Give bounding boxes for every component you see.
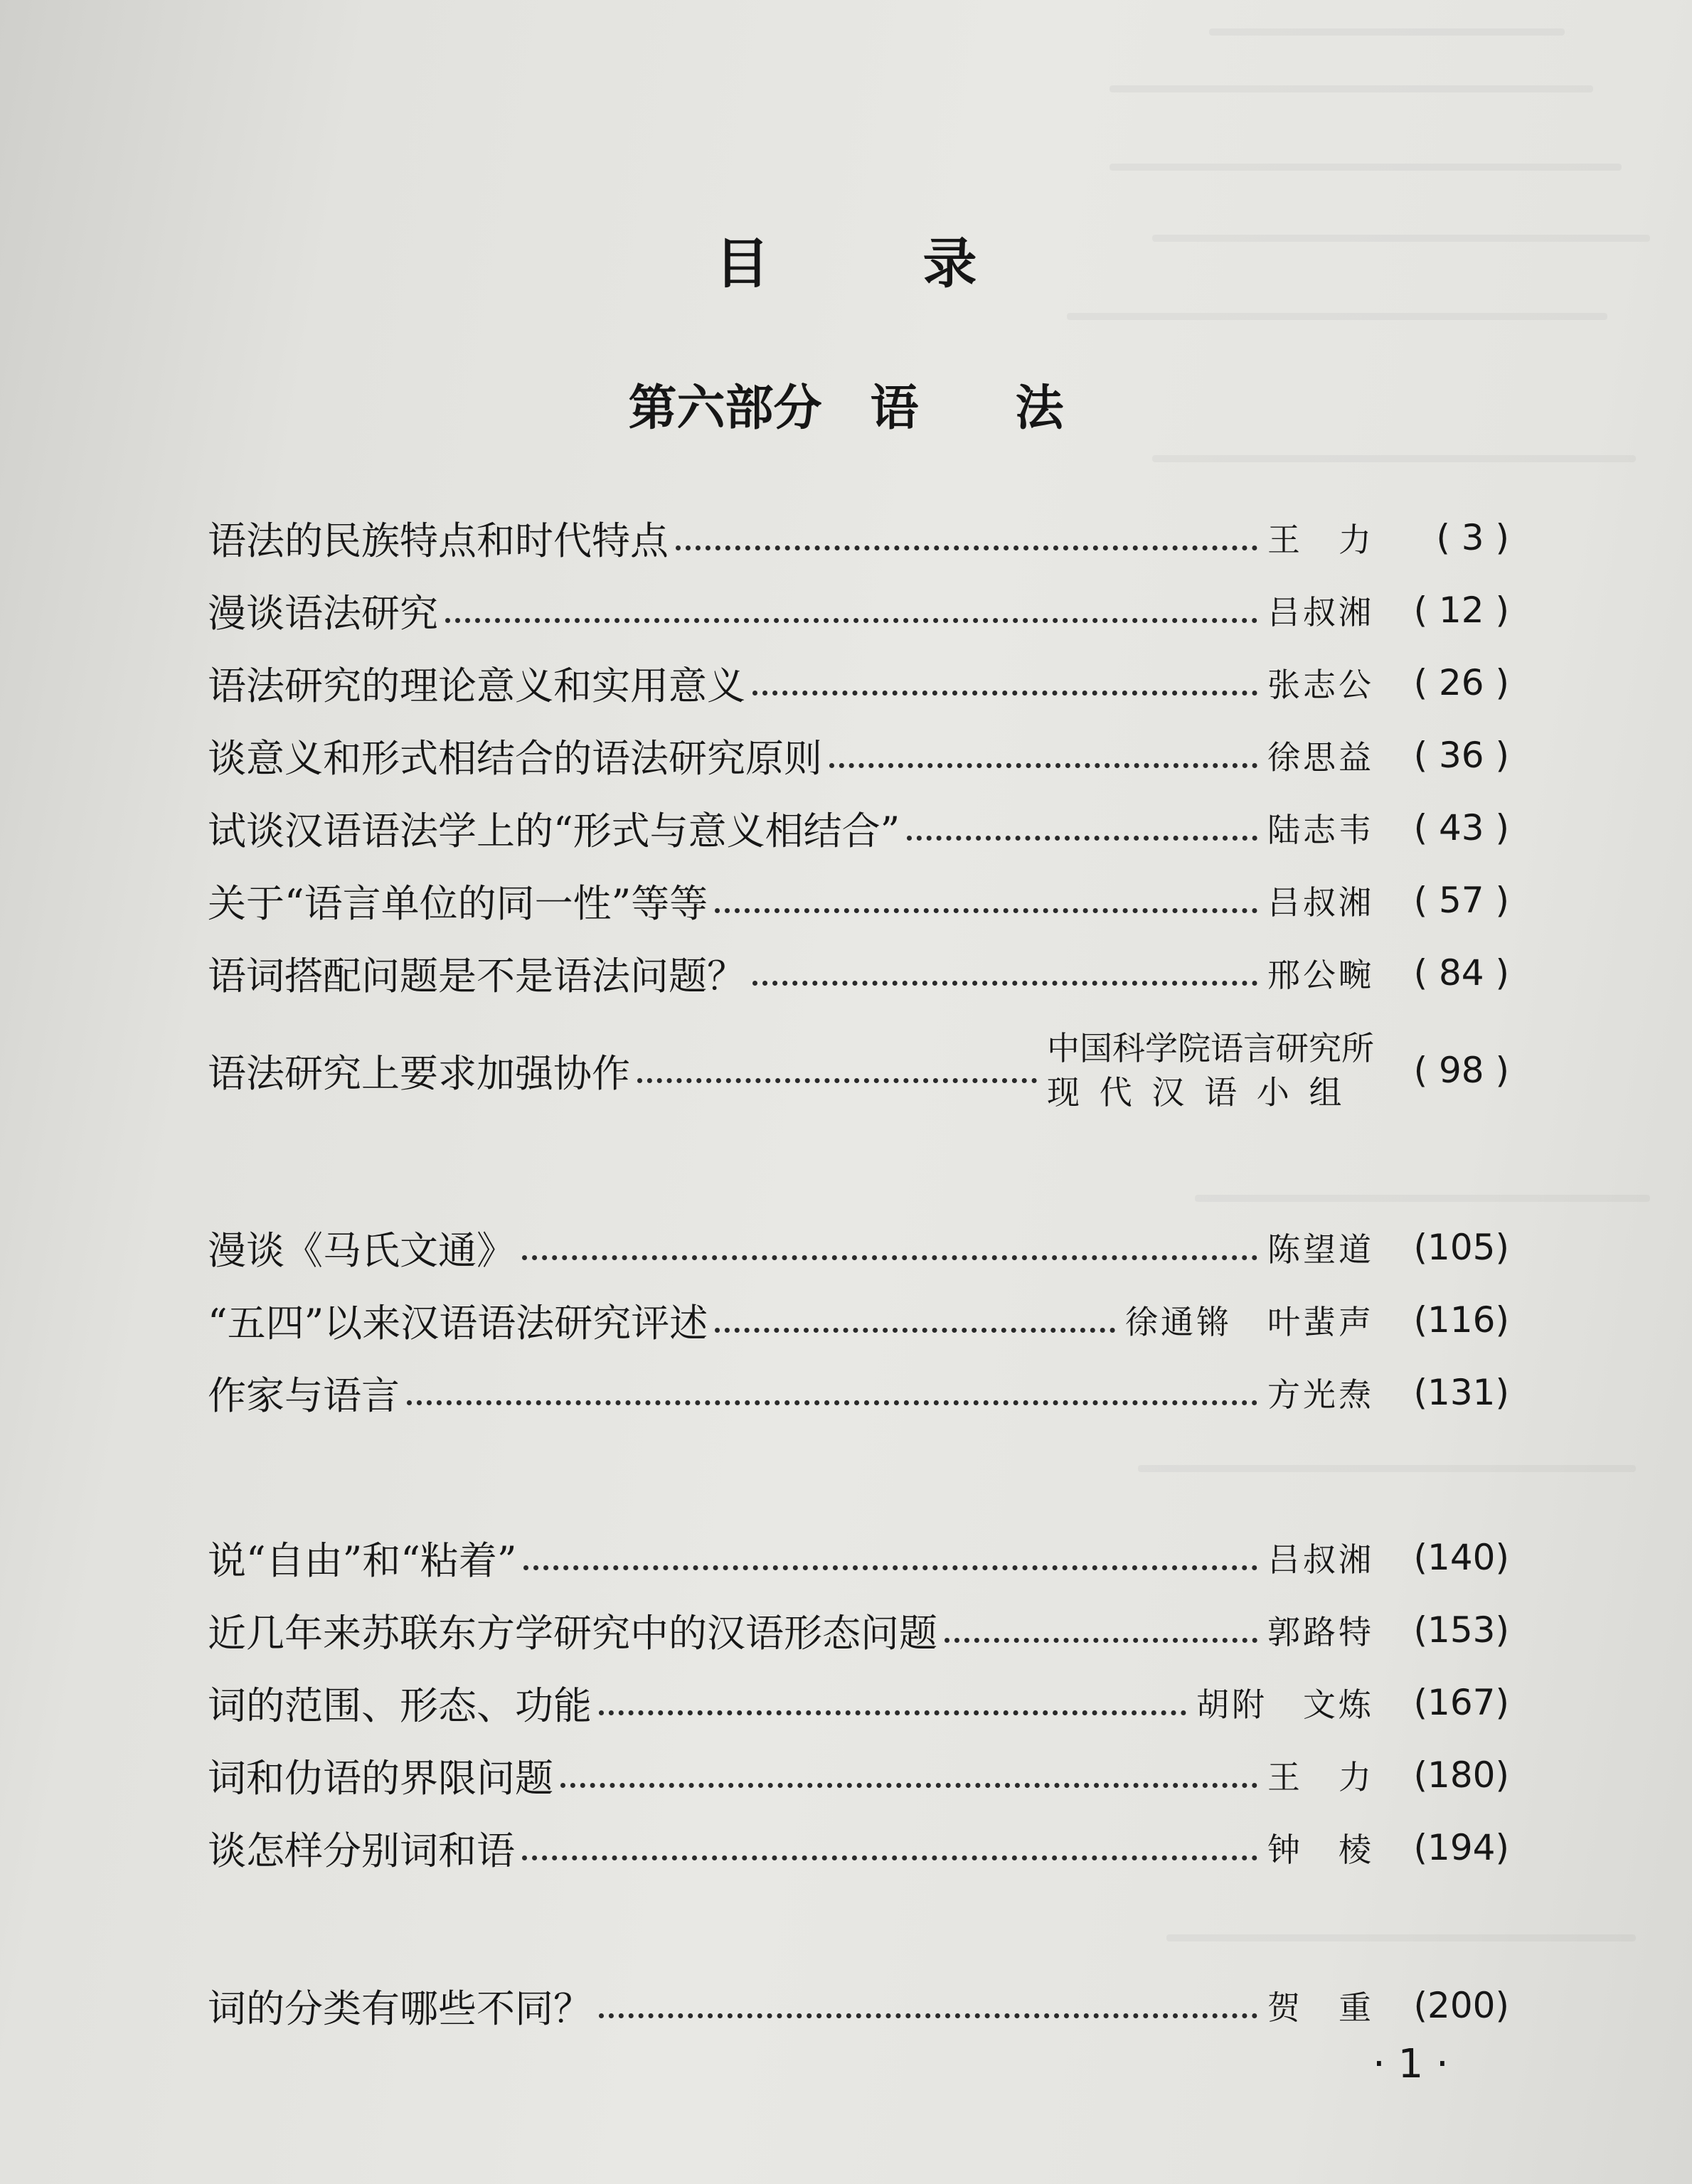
show-through xyxy=(1067,313,1607,320)
entry-title: 语法研究的理论意义和实用意义 xyxy=(208,663,745,708)
entry-page: ( 84 ) xyxy=(1413,952,1509,994)
entry-author-line: 中国科学院语言研究所 xyxy=(1047,1029,1374,1067)
toc-entry xyxy=(208,508,1509,568)
entry-title: 词的范围、形态、功能 xyxy=(208,1683,592,1728)
entry-author: 邢公畹 xyxy=(1267,956,1374,994)
section-heading: 第六部分 语 法 xyxy=(628,380,1064,437)
entry-author: 钟 棱 xyxy=(1267,1831,1374,1869)
entry-author-line: 现 代 汉 语 小 组 xyxy=(1047,1073,1342,1112)
toc-entry xyxy=(208,1290,1509,1350)
toc-entry xyxy=(208,1218,1509,1277)
entry-author: 徐思益 xyxy=(1267,738,1374,777)
leader-dots xyxy=(522,1855,1257,1860)
toc-entry xyxy=(208,1818,1509,1877)
entry-page: ( 57 ) xyxy=(1413,880,1509,921)
entry-page: ( 98 ) xyxy=(1413,1050,1509,1091)
show-through xyxy=(1138,1465,1636,1472)
entry-page: ( 26 ) xyxy=(1413,662,1509,703)
entry-title: 漫谈《马氏文通》 xyxy=(208,1227,515,1273)
leader-dots xyxy=(599,1710,1186,1715)
leader-dots xyxy=(522,1255,1257,1260)
entry-author: 郭路特 xyxy=(1267,1613,1374,1651)
entry-author-group xyxy=(1047,1026,1374,1114)
contents-title: 目 录 xyxy=(715,232,1027,295)
entry-title: 试谈汉语语法学上的“形式与意义相结合” xyxy=(208,808,900,853)
entry-author: 王 力 xyxy=(1267,521,1374,559)
leader-dots xyxy=(407,1400,1257,1405)
entry-title: 作家与语言 xyxy=(208,1373,400,1418)
entry-page: (200) xyxy=(1413,1985,1509,2026)
leader-dots xyxy=(676,545,1257,550)
entry-title: “五四”以来汉语语法研究评述 xyxy=(208,1300,708,1346)
entry-author: 胡附 文炼 xyxy=(1196,1685,1374,1724)
toc-entry xyxy=(208,798,1509,858)
entry-author: 张志公 xyxy=(1267,666,1374,704)
entry-page: (140) xyxy=(1413,1537,1509,1578)
leader-dots xyxy=(523,1565,1257,1570)
entry-title: 语法研究上要求加强协作 xyxy=(208,1050,630,1096)
entry-page: ( 12 ) xyxy=(1413,590,1509,631)
toc-entry xyxy=(208,653,1509,713)
entry-author: 吕叔湘 xyxy=(1267,593,1374,632)
leader-dots xyxy=(907,836,1257,841)
leader-dots xyxy=(752,691,1257,696)
toc-entry xyxy=(208,1600,1509,1660)
show-through xyxy=(1110,164,1622,171)
entry-author: 贺 重 xyxy=(1267,1988,1374,2027)
toc-entry xyxy=(208,943,1509,1003)
leader-dots xyxy=(560,1783,1257,1788)
entry-title: 近几年来苏联东方学研究中的汉语形态问题 xyxy=(208,1610,937,1656)
entry-title: 谈怎样分别词和语 xyxy=(208,1828,515,1873)
leader-dots xyxy=(752,981,1257,986)
entry-page: ( 36 ) xyxy=(1413,735,1509,776)
toc-entry xyxy=(208,870,1509,930)
entry-author: 徐通锵 叶蜚声 xyxy=(1125,1303,1374,1341)
entry-page: (116) xyxy=(1413,1299,1509,1341)
leader-dots xyxy=(715,1328,1115,1333)
entry-page: ( 43 ) xyxy=(1413,807,1509,848)
entry-title: 语法的民族特点和时代特点 xyxy=(208,518,669,563)
leader-dots xyxy=(945,1638,1257,1643)
entry-title: 谈意义和形式相结合的语法研究原则 xyxy=(208,735,822,781)
show-through xyxy=(1166,1934,1636,1941)
entry-page: (105) xyxy=(1413,1227,1509,1268)
entry-title: 词和仂语的界限问题 xyxy=(208,1755,553,1801)
entry-page: ( 3 ) xyxy=(1436,517,1509,558)
leader-dots xyxy=(715,908,1257,913)
toc-entry xyxy=(208,580,1509,640)
leader-dots xyxy=(599,2013,1257,2018)
entry-title: 漫谈语法研究 xyxy=(208,590,438,636)
entry-page: (131) xyxy=(1413,1372,1509,1413)
entry-author: 方光焘 xyxy=(1267,1375,1374,1414)
entry-author: 陆志韦 xyxy=(1267,811,1374,849)
entry-title: 说“自由”和“粘着” xyxy=(208,1538,517,1583)
entry-page: (194) xyxy=(1413,1827,1509,1868)
show-through xyxy=(1209,28,1565,36)
entry-author: 陈望道 xyxy=(1267,1230,1374,1269)
entry-author: 吕叔湘 xyxy=(1267,1540,1374,1579)
show-through xyxy=(1195,1195,1650,1202)
toc-entry xyxy=(208,1528,1509,1587)
entry-page: (180) xyxy=(1413,1754,1509,1796)
show-through xyxy=(1152,455,1636,462)
entry-title: 关于“语言单位的同一性”等等 xyxy=(208,880,708,926)
leader-dots xyxy=(829,763,1257,768)
toc-entry xyxy=(208,1976,1509,2035)
leader-dots xyxy=(637,1078,1037,1083)
toc-entry xyxy=(208,1673,1509,1732)
toc-entry xyxy=(208,1745,1509,1805)
entry-author: 王 力 xyxy=(1267,1758,1374,1796)
toc-entry xyxy=(208,725,1509,785)
entry-page: (167) xyxy=(1413,1682,1509,1723)
entry-title: 词的分类有哪些不同？ xyxy=(208,1986,592,2031)
entry-author: 吕叔湘 xyxy=(1267,883,1374,922)
leader-dots xyxy=(445,618,1257,623)
entry-title: 语词搭配问题是不是语法问题？ xyxy=(208,953,745,998)
page-number: · 1 · xyxy=(1373,2041,1449,2087)
show-through xyxy=(1110,85,1593,92)
toc-entry xyxy=(208,1363,1509,1422)
entry-page: (153) xyxy=(1413,1609,1509,1651)
toc-entry xyxy=(208,1017,1509,1124)
